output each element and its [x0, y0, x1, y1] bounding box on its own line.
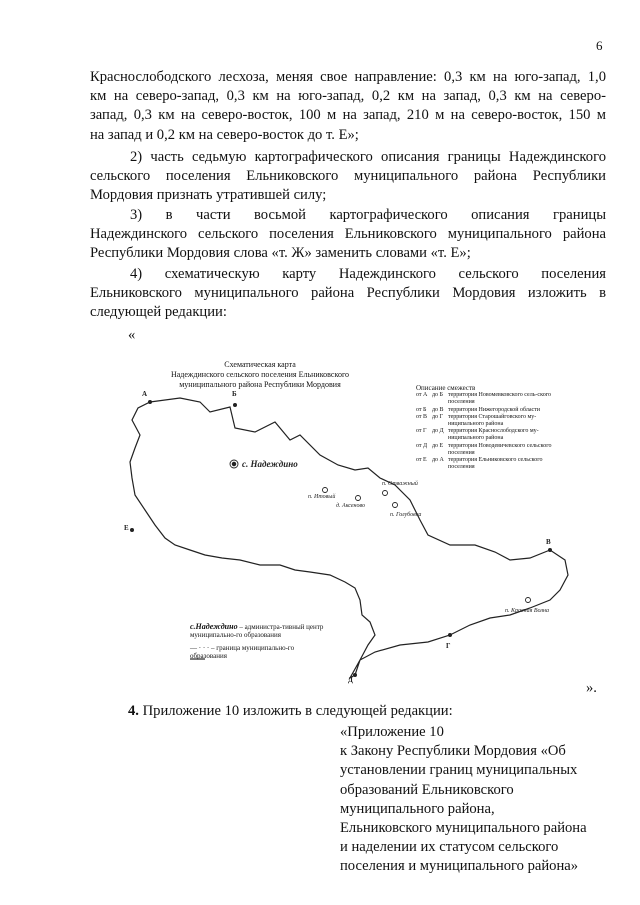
text-line: Мордовия признать утратившей силу;: [90, 187, 327, 204]
point-label-d: Д: [348, 676, 353, 684]
heading-text: Приложение 10 изложить в следующей редакции:: [138, 703, 453, 719]
center-marker-inner: [232, 462, 236, 466]
legend-title: Описание смежеств: [416, 384, 476, 392]
map-key: [190, 623, 330, 661]
appendix-line: Ельниковского муниципального района: [340, 820, 587, 837]
point-label-g: Г: [446, 642, 451, 650]
settlement-label: п. Голубовка: [390, 512, 422, 518]
point-marker-g: [448, 633, 452, 637]
key-border: [190, 644, 330, 661]
settlement-marker: [356, 496, 361, 501]
settlement-markers: [230, 460, 531, 603]
schematic-map: [110, 360, 590, 685]
appendix-header-block: [340, 723, 602, 877]
appendix-line: и наделении их статусом сельского: [340, 839, 559, 856]
appendix-line: к Закону Республики Мордовия «Об: [340, 743, 566, 760]
point-marker-b: [233, 403, 237, 407]
appendix-line: «Приложение 10: [340, 724, 444, 740]
text-line: Республики Мордовия слова «т. Ж» заменить словами «т. Е»;: [90, 245, 471, 262]
point-label-b: Б: [232, 390, 237, 398]
settlement-marker: [526, 598, 531, 603]
legend-row: от Д до Е территория Новодевичевского сельского поселения: [416, 442, 552, 456]
point-marker-e: [130, 528, 134, 532]
text-line: Ельниковского муниципального района Республики Мордовия изложить в: [90, 285, 606, 302]
text-line: Краснослободского лесхоза, меняя свое направление: 0,3 км на юго-запад, 1,0: [90, 69, 606, 85]
map-title-line: муниципального района Республики Мордовия: [179, 380, 341, 389]
text-line: запад, 0,3 км на северо-восток, 100 м на запад, 210 м на северо-восток, 150 м: [90, 107, 606, 124]
heading-number: 4.: [128, 703, 139, 719]
point-marker-d: [353, 673, 357, 677]
point-marker-a: [148, 400, 152, 404]
legend-row: от Б до В территория Нижегородской области: [416, 406, 541, 413]
text-line: 2) часть седьмую картографического описания границы Надеждинского: [130, 149, 606, 165]
point-label-v: В: [546, 538, 551, 546]
legend-row: от В до Г территория Старошайговского му-ниципального района: [416, 413, 537, 428]
appendix-line: образований Ельниковского: [340, 781, 514, 798]
settlement-labels: [242, 459, 549, 614]
key-border-desc: – граница муниципально-го образования: [190, 643, 295, 661]
text-line: 4) схематическую карту Надеждинского сельского поселения: [130, 266, 606, 282]
text-line: следующей редакции:: [90, 304, 227, 321]
text-line: сельского поселения Ельниковского муниципального района Республики: [90, 168, 606, 185]
text-line: 3) в части восьмой картографического описания границы: [130, 207, 606, 223]
legend-row: от Е до А территория Ельниковского сельского поселения: [416, 457, 543, 471]
closing-quote: ».: [586, 680, 597, 696]
settlement-label: п. Красная Волна: [505, 608, 550, 614]
amendment-heading: [128, 703, 453, 720]
text-line: Надеждинского сельского поселения Ельниковского муниципального района: [90, 226, 606, 243]
key-center-name: с.Надеждино: [190, 622, 238, 631]
paragraph-3: [90, 206, 606, 264]
legend-row: от А до Б территория Новомевковского сель-ского поселения: [416, 392, 552, 406]
map-title-line: Надеждинского сельского поселения Ельниковского: [170, 370, 350, 379]
appendix-line: поселения и муниципального района»: [340, 858, 579, 875]
key-center: [190, 623, 330, 640]
paragraph-2: [90, 148, 606, 206]
appendix-line: муниципального района,: [340, 800, 495, 817]
legend-row: от Г до Д территория Краснослободского му-ниципального района: [416, 428, 539, 442]
paragraph-4: [90, 265, 606, 323]
settlement-label: д. Аксеново: [336, 503, 366, 509]
adjacency-legend: [416, 385, 566, 471]
settlement-marker: [323, 488, 328, 493]
opening-quote: «: [128, 327, 136, 343]
text-line: км на северо-запад, 0,3 км на юго-запад, 0,2 км на запад, 0,3 км на северо-: [90, 88, 606, 105]
page-number: 6: [596, 38, 603, 53]
point-label-a: А: [142, 390, 148, 398]
point-marker-v: [548, 548, 552, 552]
settlement-marker: [393, 503, 398, 508]
settlement-label: п. Итовый: [308, 494, 336, 500]
center-label: с. Надеждино: [242, 459, 298, 469]
point-label-e: Е: [124, 524, 129, 532]
settlement-label: п. Отважный: [382, 481, 418, 487]
appendix-line: установлении границ муниципальных: [340, 762, 578, 779]
text-line: на запад и 0,2 км на северо-восток до т. Е»;: [90, 126, 359, 143]
key-border-symbol: — · · ·: [190, 643, 210, 652]
paragraph-1: [90, 68, 606, 145]
settlement-marker: [383, 491, 388, 496]
map-title-line: Схематическая карта: [224, 360, 296, 369]
key-center-desc: – администра-тивный центр муниципально-го образования: [190, 623, 324, 640]
